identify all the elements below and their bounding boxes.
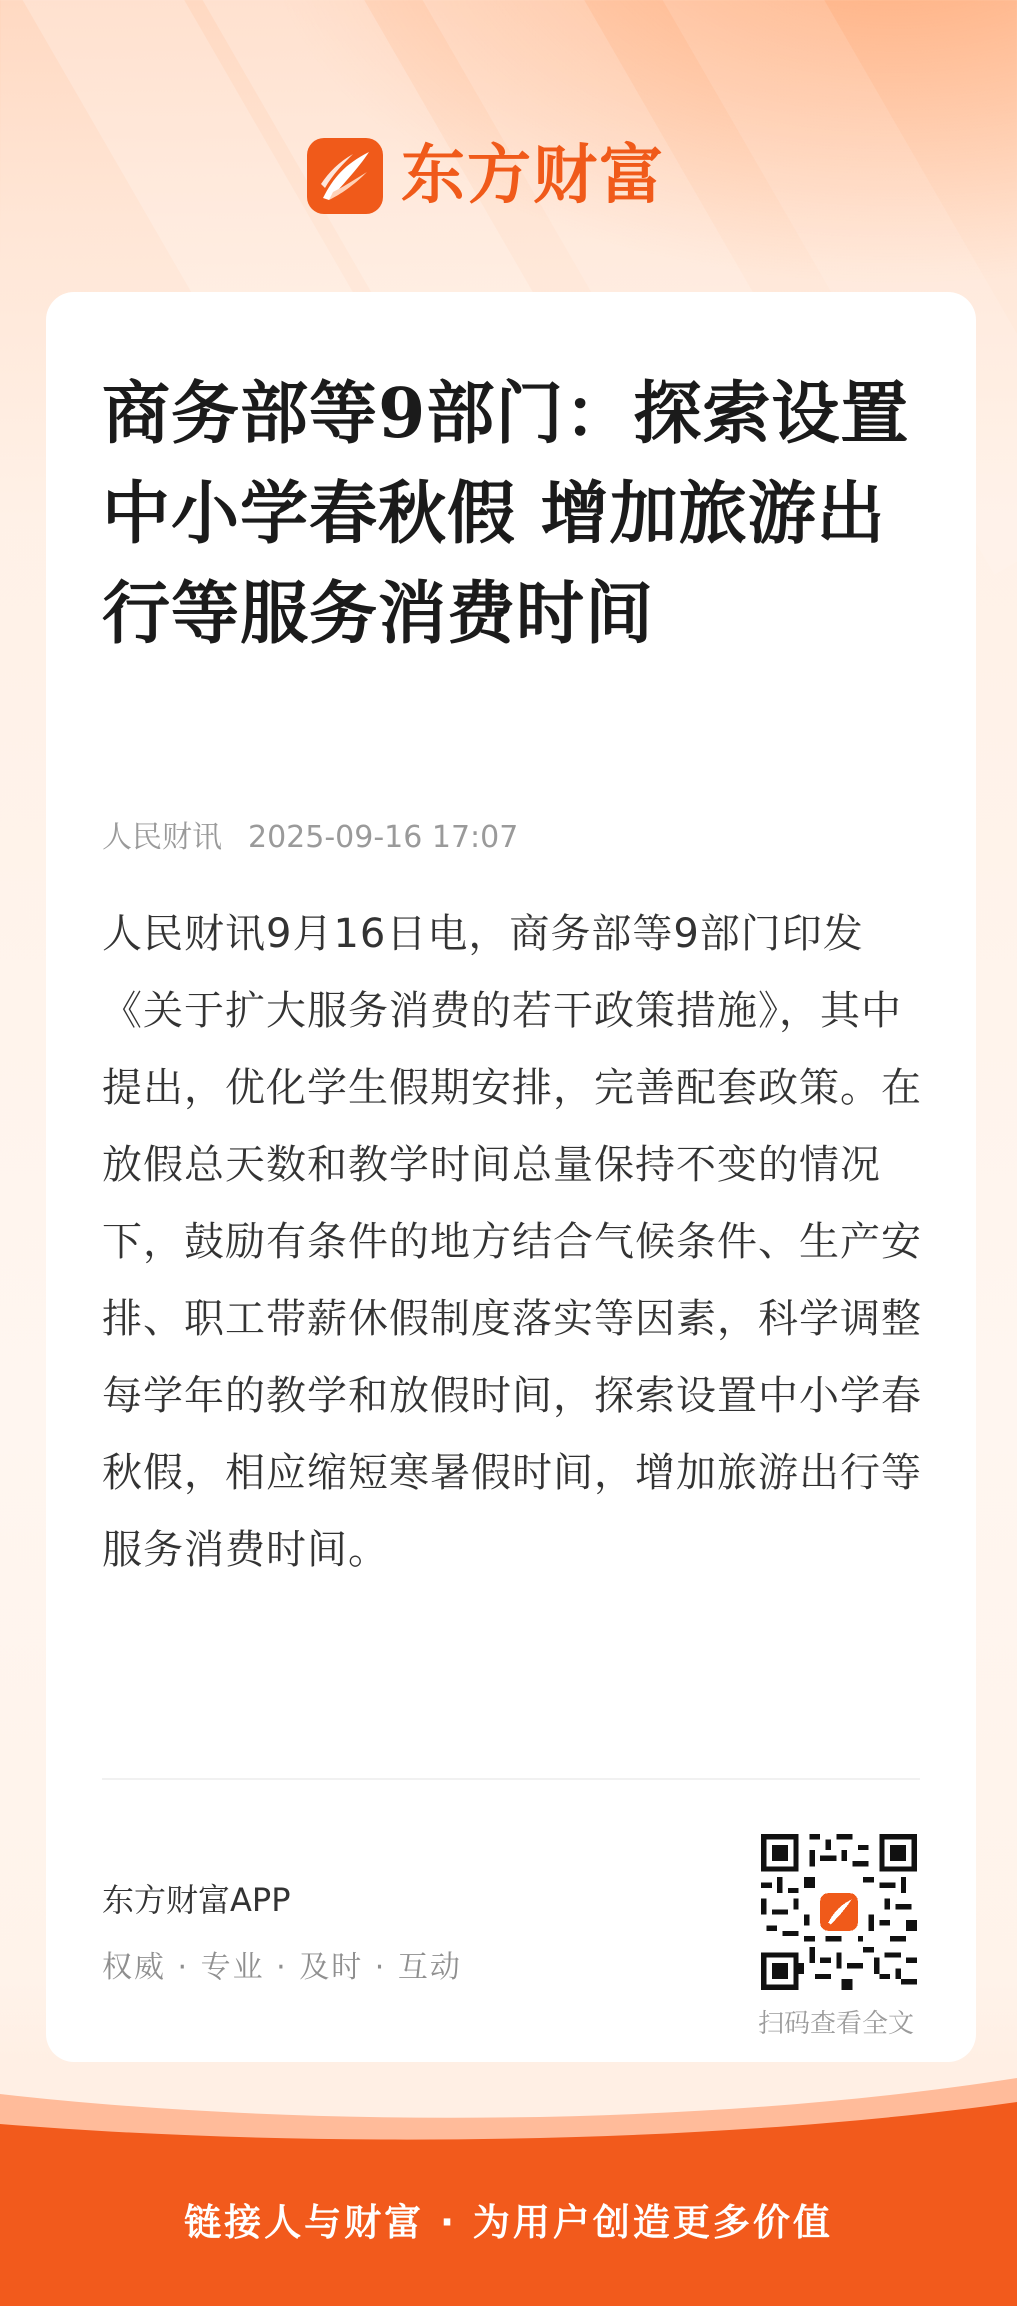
footer-slogan: 权威 · 专业 · 及时 · 互动	[102, 1950, 462, 1985]
eastmoney-logo-icon	[307, 138, 383, 214]
article-datetime: 2025-09-16 17:07	[248, 820, 519, 855]
article-source: 人民财讯	[102, 820, 222, 855]
article-card	[46, 292, 976, 2062]
article-meta	[102, 818, 518, 858]
qr-code-icon[interactable]	[761, 1834, 917, 1990]
article-body: 人民财讯9月16日电，商务部等9部门印发《关于扩大服务消费的若干政策措施》，其中提出，优化学生假期安排，完善配套政策。在放假总天数和教学时间总量保持不变的情况下，鼓励有条件的地方结合气候条件、生产安排、职工带薪休假制度落实等因素，科学调整每学年的教学和放假时间，探索设置中小学春秋假，相应缩短寒暑假时间，增加旅游出行等服务消费时间。	[102, 911, 922, 1573]
article-title: 商务部等9部门：探索设置中小学春秋假 增加旅游出行等服务消费时间	[102, 374, 910, 654]
footer-app-name: 东方财富APP	[102, 1881, 291, 1919]
banner-wave	[0, 2058, 1017, 2306]
brand-name: 东方财富	[401, 139, 665, 213]
divider	[102, 1778, 920, 1780]
qr-caption: 扫码查看全文	[758, 2009, 915, 2039]
brand-logo	[307, 138, 665, 214]
banner-tagline: 链接人与财富 · 为用户创造更多价值	[184, 2201, 833, 2244]
bottom-banner	[0, 2058, 1017, 2306]
